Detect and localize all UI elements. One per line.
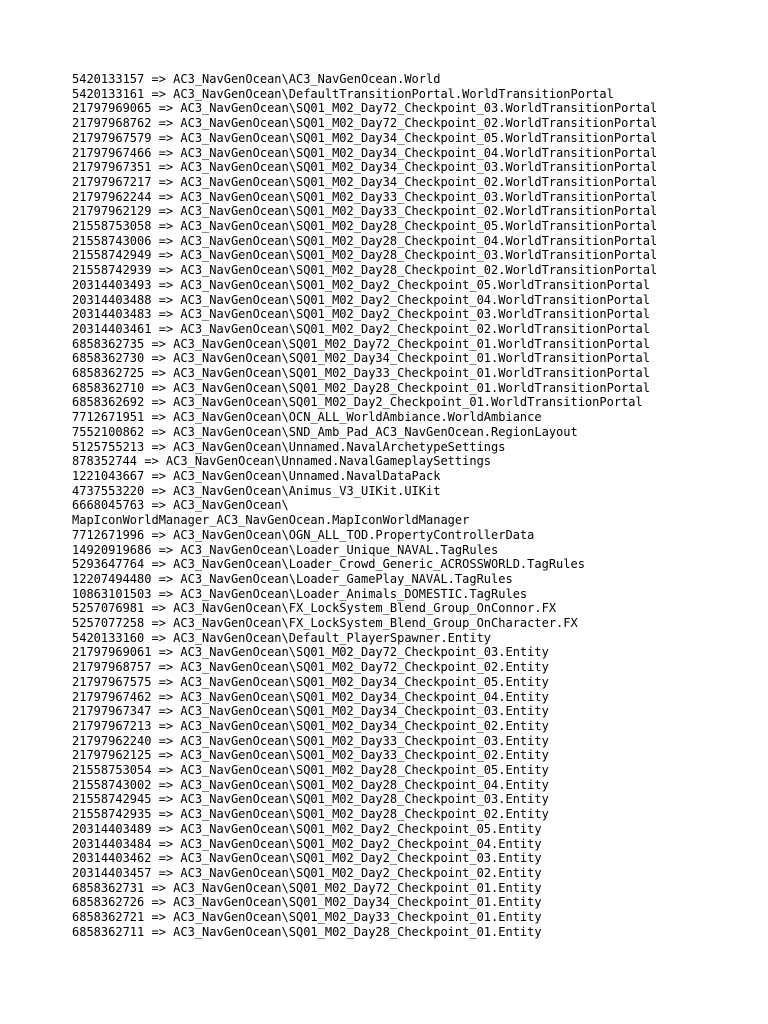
text-line: 21558753054 => AC3_NavGenOcean\SQ01_M02_Day28_Checkpoint_05.Entity	[72, 763, 549, 778]
text-line: 21558742945 => AC3_NavGenOcean\SQ01_M02_Day28_Checkpoint_03.Entity	[72, 792, 549, 807]
text-line: 21797967347 => AC3_NavGenOcean\SQ01_M02_Day34_Checkpoint_03.Entity	[72, 704, 549, 719]
text-line: 6858362735 => AC3_NavGenOcean\SQ01_M02_Day72_Checkpoint_01.WorldTransitionPortal	[72, 336, 650, 351]
text-line: 20314403461 => AC3_NavGenOcean\SQ01_M02_Day2_Checkpoint_02.WorldTransitionPortal	[72, 321, 650, 336]
text-line: 21797962244 => AC3_NavGenOcean\SQ01_M02_Day33_Checkpoint_03.WorldTransitionPortal	[72, 189, 658, 204]
text-line: 878352744 => AC3_NavGenOcean\Unnamed.NavalGameplaySettings	[72, 454, 492, 469]
text-line: 21558743002 => AC3_NavGenOcean\SQ01_M02_Day28_Checkpoint_04.Entity	[72, 777, 549, 792]
text-line: 21797967579 => AC3_NavGenOcean\SQ01_M02_Day34_Checkpoint_05.WorldTransitionPortal	[72, 130, 658, 145]
text-line: 6858362692 => AC3_NavGenOcean\SQ01_M02_Day2_Checkpoint_01.WorldTransitionPortal	[72, 395, 643, 410]
text-line: 20314403484 => AC3_NavGenOcean\SQ01_M02_Day2_Checkpoint_04.Entity	[72, 836, 542, 851]
text-line: 1221043667 => AC3_NavGenOcean\Unnamed.NavalDataPack	[72, 468, 441, 483]
text-line: 5125755213 => AC3_NavGenOcean\Unnamed.NavalArchetypeSettings	[72, 439, 506, 454]
text-line: 21558743006 => AC3_NavGenOcean\SQ01_M02_Day28_Checkpoint_04.WorldTransitionPortal	[72, 233, 658, 248]
text-line: 12207494480 => AC3_NavGenOcean\Loader_GamePlay_NAVAL.TagRules	[72, 571, 513, 586]
text-line: 4737553220 => AC3_NavGenOcean\Animus_V3_UIKit.UIKit	[72, 483, 441, 498]
text-line: 20314403488 => AC3_NavGenOcean\SQ01_M02_Day2_Checkpoint_04.WorldTransitionPortal	[72, 292, 650, 307]
text-line: 6858362726 => AC3_NavGenOcean\SQ01_M02_Day34_Checkpoint_01.Entity	[72, 895, 542, 910]
text-line: 21797967217 => AC3_NavGenOcean\SQ01_M02_Day34_Checkpoint_02.WorldTransitionPortal	[72, 174, 658, 189]
text-line: 7552100862 => AC3_NavGenOcean\SND_Amb_Pad_AC3_NavGenOcean.RegionLayout	[72, 424, 578, 439]
text-line: 7712671996 => AC3_NavGenOcean\OGN_ALL_TOD.PropertyControllerData	[72, 527, 535, 542]
text-line: 20314403489 => AC3_NavGenOcean\SQ01_M02_Day2_Checkpoint_05.Entity	[72, 821, 542, 836]
text-line: 6668045763 => AC3_NavGenOcean\	[72, 498, 289, 513]
text-line: 6858362725 => AC3_NavGenOcean\SQ01_M02_Day33_Checkpoint_01.WorldTransitionPortal	[72, 366, 650, 381]
text-line: 21797968762 => AC3_NavGenOcean\SQ01_M02_Day72_Checkpoint_02.WorldTransitionPortal	[72, 116, 658, 131]
text-line: 10863101503 => AC3_NavGenOcean\Loader_Animals_DOMESTIC.TagRules	[72, 586, 528, 601]
document-text-body	[72, 72, 712, 939]
text-line: 21797967462 => AC3_NavGenOcean\SQ01_M02_Day34_Checkpoint_04.Entity	[72, 689, 549, 704]
text-line: 20314403457 => AC3_NavGenOcean\SQ01_M02_Day2_Checkpoint_02.Entity	[72, 865, 542, 880]
text-line: 14920919686 => AC3_NavGenOcean\Loader_Unique_NAVAL.TagRules	[72, 542, 499, 557]
text-line: 21558742935 => AC3_NavGenOcean\SQ01_M02_Day28_Checkpoint_02.Entity	[72, 807, 549, 822]
text-line: 6858362710 => AC3_NavGenOcean\SQ01_M02_Day28_Checkpoint_01.WorldTransitionPortal	[72, 380, 650, 395]
text-line: 7712671951 => AC3_NavGenOcean\OCN_ALL_WorldAmbiance.WorldAmbiance	[72, 410, 542, 425]
text-line: 5420133160 => AC3_NavGenOcean\Default_PlayerSpawner.Entity	[72, 630, 492, 645]
text-line: 21797967351 => AC3_NavGenOcean\SQ01_M02_Day34_Checkpoint_03.WorldTransitionPortal	[72, 160, 658, 175]
text-line: 6858362711 => AC3_NavGenOcean\SQ01_M02_Day28_Checkpoint_01.Entity	[72, 924, 542, 939]
text-line: 5257076981 => AC3_NavGenOcean\FX_LockSystem_Blend_Group_OnConnor.FX	[72, 601, 557, 616]
text-line: 21558742949 => AC3_NavGenOcean\SQ01_M02_Day28_Checkpoint_03.WorldTransitionPortal	[72, 248, 658, 263]
text-line: 5420133161 => AC3_NavGenOcean\DefaultTransitionPortal.WorldTransitionPortal	[72, 86, 614, 101]
text-line: 6858362730 => AC3_NavGenOcean\SQ01_M02_Day34_Checkpoint_01.WorldTransitionPortal	[72, 351, 650, 366]
text-line: 21797969061 => AC3_NavGenOcean\SQ01_M02_Day72_Checkpoint_03.Entity	[72, 645, 549, 660]
text-line: 21558742939 => AC3_NavGenOcean\SQ01_M02_Day28_Checkpoint_02.WorldTransitionPortal	[72, 263, 658, 278]
text-line: 21797962125 => AC3_NavGenOcean\SQ01_M02_Day33_Checkpoint_02.Entity	[72, 748, 549, 763]
text-line: 6858362721 => AC3_NavGenOcean\SQ01_M02_Day33_Checkpoint_01.Entity	[72, 910, 542, 925]
text-line: 20314403462 => AC3_NavGenOcean\SQ01_M02_Day2_Checkpoint_03.Entity	[72, 851, 542, 866]
text-line: MapIconWorldManager_AC3_NavGenOcean.MapIconWorldManager	[72, 513, 470, 528]
text-line: 21558753058 => AC3_NavGenOcean\SQ01_M02_Day28_Checkpoint_05.WorldTransitionPortal	[72, 219, 658, 234]
text-line: 21797967575 => AC3_NavGenOcean\SQ01_M02_Day34_Checkpoint_05.Entity	[72, 674, 549, 689]
text-line: 21797962129 => AC3_NavGenOcean\SQ01_M02_Day33_Checkpoint_02.WorldTransitionPortal	[72, 204, 658, 219]
text-line: 21797969065 => AC3_NavGenOcean\SQ01_M02_Day72_Checkpoint_03.WorldTransitionPortal	[72, 101, 658, 116]
text-line: 21797962240 => AC3_NavGenOcean\SQ01_M02_Day33_Checkpoint_03.Entity	[72, 733, 549, 748]
text-line: 5257077258 => AC3_NavGenOcean\FX_LockSystem_Blend_Group_OnCharacter.FX	[72, 616, 578, 631]
text-line: 21797967213 => AC3_NavGenOcean\SQ01_M02_Day34_Checkpoint_02.Entity	[72, 718, 549, 733]
text-line: 6858362731 => AC3_NavGenOcean\SQ01_M02_Day72_Checkpoint_01.Entity	[72, 880, 542, 895]
text-line: 20314403493 => AC3_NavGenOcean\SQ01_M02_Day2_Checkpoint_05.WorldTransitionPortal	[72, 277, 650, 292]
text-line: 5293647764 => AC3_NavGenOcean\Loader_Crowd_Generic_ACROSSWORLD.TagRules	[72, 557, 585, 572]
text-line: 20314403483 => AC3_NavGenOcean\SQ01_M02_Day2_Checkpoint_03.WorldTransitionPortal	[72, 307, 650, 322]
text-line: 21797968757 => AC3_NavGenOcean\SQ01_M02_Day72_Checkpoint_02.Entity	[72, 660, 549, 675]
text-line: 5420133157 => AC3_NavGenOcean\AC3_NavGenOcean.World	[72, 72, 441, 86]
text-line: 21797967466 => AC3_NavGenOcean\SQ01_M02_Day34_Checkpoint_04.WorldTransitionPortal	[72, 145, 658, 160]
